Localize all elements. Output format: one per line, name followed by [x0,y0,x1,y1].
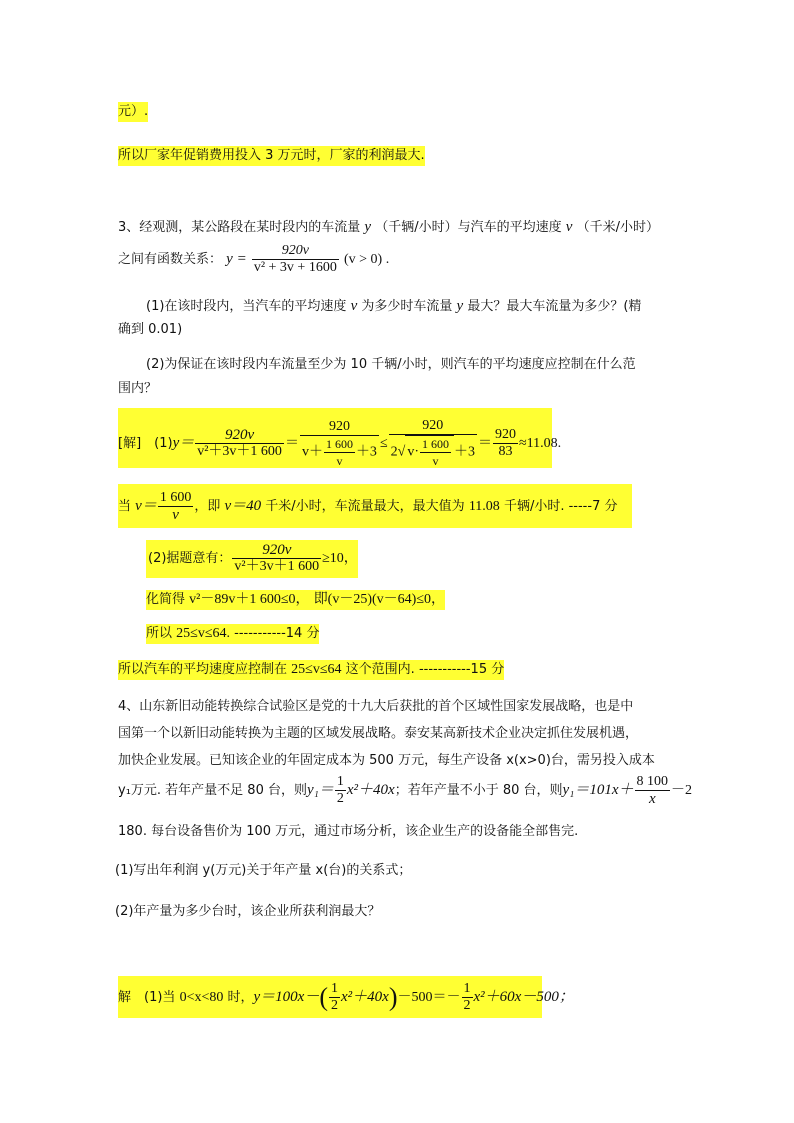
sol3-label: [解] (1) [118,436,173,451]
q3-stem-line1 [118,217,659,238]
sol3-frac3-den-b: ＋3 [453,444,475,460]
sol4-frac1 [329,981,340,1014]
q3-p1-c: 最大？最大车流量为多少？(精 [467,299,642,314]
sol4-eq-d: x²＋60x－500； [473,989,574,1005]
sol3-so-a: 所以 [146,626,173,641]
q3-p1-b: 为多少时车流量 [361,299,453,314]
sol3-frac2-num: 920 [328,418,350,434]
sol3-frac3-den: 2√ v· $\frac{1 600}{v}$ ＋3 [389,434,477,469]
sol3-eq-sign: ＝ [284,436,299,451]
q3-stem-a: 3、经观测，某公路段在某时段内的车流量 [118,220,361,235]
q3-p1-y: y [456,298,464,314]
sol4-frac2-den: 2 [463,998,471,1013]
sol4-label: 解 (1)当 [118,990,176,1005]
right-paren-icon: ) [388,982,398,1012]
q4-l4-y: y₁＝ [306,782,334,798]
sol3-when-frac-den: v [158,506,194,523]
sol3-frac4-num: 920 [494,427,516,442]
q4-l4-frac [335,774,346,807]
q4-line3: 加快企业发展。已知该企业的年固定成本为 500 万元，每生产设备 x(x>0)台，需另投入成本 [118,753,655,768]
sol3-sqrt-frac-den: v [420,452,451,469]
sol3-frac1 [195,427,284,460]
q4-l4-a: y₁万元. 若年产量不足 80 台，则 [118,783,307,798]
sol3-p2-a: (2)据题意有： [148,551,232,566]
sol3-frac2-inner-den: v [324,452,355,469]
sol4-frac2-num: 1 [463,981,471,996]
sol3-final-line [118,660,504,680]
q4-line2: 国第一个以新旧动能转换为主题的区域发展战略。泰安某高新技术企业决定抓住发展机遇， [118,726,639,741]
q4-l4-d: y₁＝101x＋ [562,782,634,798]
q4-l4-c: ；若年产量不小于 80 台，则 [394,783,563,798]
left-paren-icon: ( [319,982,329,1012]
sol3-when-e: 11.08 [468,499,500,514]
sol3-lhs: y＝ [172,435,195,451]
q4-l4-frac-den: 2 [336,791,344,806]
q3-part1-line2: 确到 0.01) [118,322,183,337]
q3-p1-a: (1)在该时段内，当汽车的平均速度 [146,299,347,314]
q4-sub2: (2)年产量为多少台时，该企业所获利润最大？ [115,904,381,919]
sol3-sqrt [405,435,454,469]
sol3-when-frac [158,490,194,523]
q3-part2-line2: 围内？ [118,381,158,396]
sol3-when-frac-num: 1 600 [159,490,192,505]
q3-func-lhs: y = [226,251,247,267]
sol3-final-a: 所以汽车的平均速度应控制在 [118,662,288,677]
sol3-when-d: 千米/小时，车流量最大，最大值为 [265,499,465,514]
sol3-final-b: 25≤v≤64 [291,662,342,677]
var-v: v [565,219,573,235]
sol4-frac1-den: 2 [331,998,339,1013]
sol3-when-f: 千辆/小时. [503,499,565,514]
sol3-when-c: v＝40 [224,498,262,514]
var-y: y [364,219,372,235]
sol3-when-b: ，即 [194,499,221,514]
sol3-simp-a: 化简得 [146,592,186,607]
sol3-p2-b: ≥10， [322,551,358,566]
sol3-when-line [118,488,617,525]
sol3-p2-frac-num: 920v [262,542,292,558]
sol3-final-c: 这个范围内. [345,662,415,677]
sol4-frac1-num: 1 [331,981,339,996]
sol3-frac2-den-a: v＋ [301,444,323,460]
q3-part1-line1 [146,296,641,317]
sol3-sqrt-frac-num: 1 600 [421,437,449,451]
sol3-p2-line [148,542,358,576]
sol3-frac2-inner [324,436,355,469]
q3-part2-line1: (2)为保证在该时段内车流量至少为 10 千辆/小时，则汽车的平均速度应控制在什么范 [146,357,636,372]
q3-func-cond: (v > 0) . [343,252,390,267]
q3-stem-b: （千辆/小时）与汽车的平均速度 [375,220,562,235]
sol4-cond: 0<x<80 [179,990,224,1005]
sol3-frac3-den-a: 2 [390,444,398,460]
sol3-frac1-den: v²＋3v＋1 600 [197,444,282,459]
sol3-simp-b: v²－89v＋1 600≤0， [189,592,310,607]
sol3-score-14: -----------14 分 [234,626,320,641]
q3-func-num: 920v [281,243,309,258]
sol3-simp-c: 即(v－25)(v－64)≤0， [313,592,446,607]
sol3-when-v: v＝ [135,498,157,514]
q3-function-line [118,242,389,277]
continued-text: 元）. [118,102,148,122]
sol3-p2-frac-den: v²＋3v＋1 600 [234,559,320,574]
sol3-frac2 [300,419,379,469]
sol3-frac2-den-b: ＋3 [355,444,377,460]
q4-l4-frac2 [635,774,671,807]
sol3-frac3-num: 920 [422,418,444,433]
sol3-approx: ≈11.08. [518,436,562,451]
q4-line5: 180. 每台设备售价为 100 万元，通过市场分析，该企业生产的设备能全部售完. [118,824,579,839]
sol4-eq-a: y＝100x－ [253,989,320,1005]
sol3-frac4-den: 83 [493,443,518,460]
sol4-line [118,980,574,1015]
q4-l4-frac2-num: 8 100 [636,774,669,789]
sol3-so-line [146,624,319,644]
sol4-eq-c: －500＝－ [397,990,461,1005]
sol3-sqrt-frac [420,436,451,469]
sol3-simplify-line [146,590,445,610]
conclusion-text: 所以厂家年促销费用投入 3 万元时，厂家的利润最大. [118,146,425,166]
q3-stem-c: （千米/小时） [576,220,659,235]
q4-l4-frac-num: 1 [336,774,344,789]
sol3-frac3 [389,418,477,469]
q4-l4-e: －2 [671,783,693,798]
sol3-le-sign: ≤ [379,436,388,451]
q4-line4 [118,772,692,809]
sol3-score-7: -----7 分 [568,499,618,514]
sol3-frac2-inner-num: 1 600 [325,436,353,451]
sol4-when: 时， [227,990,254,1005]
sol3-sqrt-v: v· [407,444,419,460]
q3-func-fraction [252,243,339,276]
sol3-when-a: 当 [118,499,132,514]
sol3-eq1 [118,418,561,469]
sol3-p2-frac [232,542,321,575]
q3-p1-v: v [350,298,358,314]
q4-l4-b: x²＋40x [346,782,395,798]
sol3-so-b: 25≤v≤64. [176,626,231,641]
q4-l4-frac2-den: x [635,790,671,807]
q3-func-prefix: 之间有函数关系： [118,252,223,267]
sol3-frac2-den [300,435,379,469]
q4-sub1: (1)写出年利润 y(万元)关于年产量 x(台)的关系式； [115,863,412,878]
q3-func-den: v² + 3v + 1600 [253,260,337,275]
sol4-frac2 [462,981,473,1014]
sol3-frac4 [493,427,518,460]
sol3-score-15: -----------15 分 [418,662,505,677]
sol3-eq-sign-2: ＝ [477,436,492,451]
q4-line1: 4、山东新旧动能转换综合试验区是党的十九大后获批的首个区域性国家发展战略，也是中 [118,699,634,714]
sol3-frac1-num: 920v [225,427,255,443]
sol4-eq-b: x²＋40x [341,989,389,1005]
